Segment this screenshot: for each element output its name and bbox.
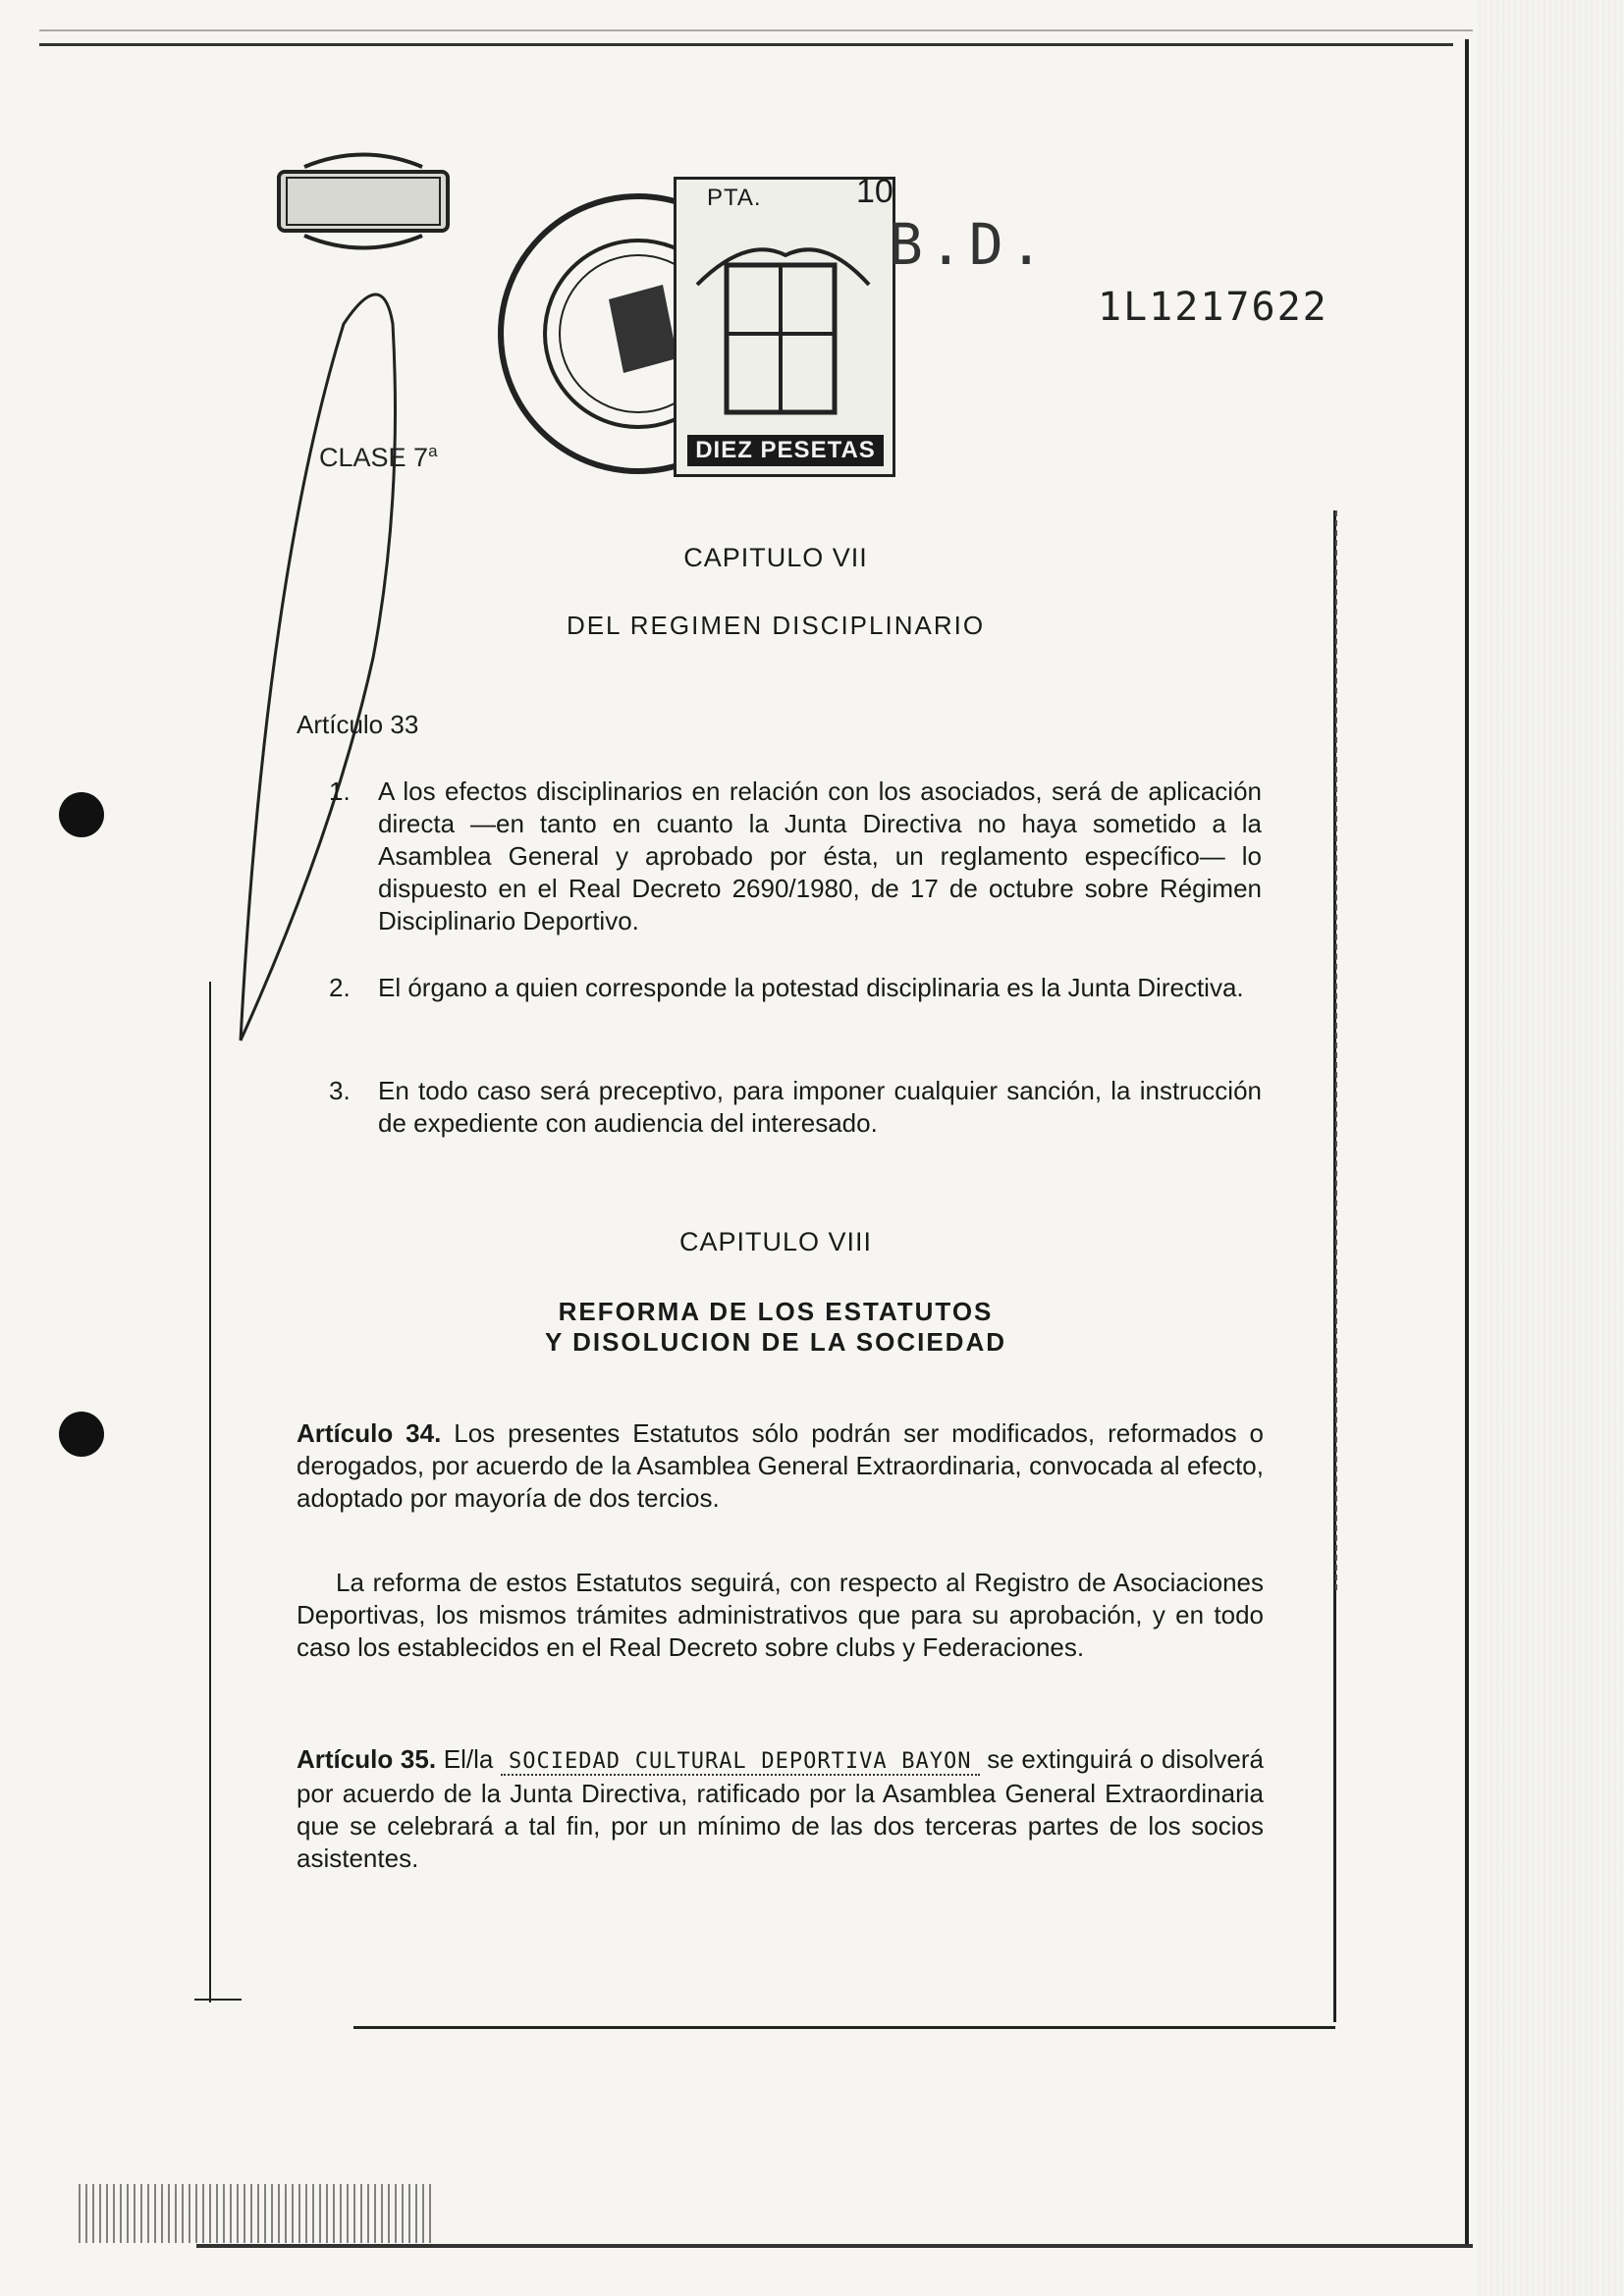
bottom-border-line (196, 2244, 1473, 2248)
chapter-8-subtitle-line1: REFORMA DE LOS ESTATUTOS (558, 1297, 994, 1326)
handwritten-loop-mark (226, 285, 422, 1070)
entity-name: SOCIEDAD CULTURAL DEPORTIVA BAYON (501, 1749, 979, 1776)
article-34-paragraph: Artículo 34. Los presentes Estatutos sólo podrán ser modificados, reformados o derogados, por acuerdo de la Asamblea General Extraordinaria, convocada al efecto, adoptado por mayoría de dos tercios. (297, 1418, 1264, 1513)
timbre-del-estado-logo (275, 147, 452, 255)
top-border-line (39, 43, 1453, 46)
chapter-8-title: CAPITULO VIII (678, 1227, 873, 1256)
scan-edge-noise (1477, 0, 1624, 2296)
frame-bottom-tick (194, 1999, 242, 2001)
right-border-line (1465, 39, 1469, 2248)
stamp-currency: PTA. (707, 185, 762, 211)
stamp-value-label: DIEZ PESETAS (687, 435, 884, 466)
article-35-paragraph: Artículo 35. El/la SOCIEDAD CULTURAL DEPORTIVA BAYON se extinguirá o disolverá por acuerdo de la Junta Directiva, ratificado por la Asamblea General Extraordinaria que se celebrará a tal fin, por un mínimo de las dos terceras partes de los socios asistentes. (297, 1744, 1265, 1873)
chapter-8-subtitle-line2: Y DISOLUCION DE LA SOCIEDAD (544, 1327, 1007, 1357)
stamp-coat-of-arms-icon (687, 226, 879, 427)
bottom-scan-noise (79, 2184, 432, 2243)
article-33-item-3: 3. En todo caso será preceptivo, para imponer cualquier sanción, la instrucción de expediente con audiencia del interesado. (329, 1076, 1262, 1138)
page-edge-line (39, 29, 1473, 31)
chapter-7-title: CAPITULO VII (683, 543, 868, 572)
stamp-number: 10 (856, 173, 893, 210)
frame-dashed-line (1335, 510, 1337, 1590)
article-34-paragraph-2: La reforma de estos Estatutos seguirá, con respecto al Registro de Asociaciones Deportivas, los mismos trámites administrativos que para su aprobación, y en todo caso los establecidos en el Real Decreto sobre clubs y Federaciones. (297, 1568, 1264, 1662)
article-33-item-1: 1. A los efectos disciplinarios en relación con los asociados, será de aplicación directa —en tanto en cuanto la Junta Directiva no haya sometido a la Asamblea General y aprobado por ésta, un reglamento específico— lo dispuesto en el Real Decreto 2690/1980, de 17 de octubre sobre Régimen Disciplinario Deportivo. (329, 776, 1262, 935)
frame-bottom-line (353, 2026, 1335, 2029)
serial-number: 1L1217622 (1098, 285, 1328, 330)
chapter-7-subtitle: DEL REGIMEN DISCIPLINARIO (566, 611, 986, 640)
article-33-item-2: 2. El órgano a quien corresponde la potestad disciplinaria es la Junta Directiva. (329, 973, 1244, 1002)
clase-label: CLASE 7$^a$ (319, 442, 438, 472)
punch-hole-lower (59, 1412, 104, 1457)
article-33-heading: Artículo 33 (297, 710, 419, 739)
perforation-mark: B.D. (889, 211, 1050, 278)
punch-hole-upper (59, 792, 104, 837)
frame-left-line (209, 982, 211, 2002)
